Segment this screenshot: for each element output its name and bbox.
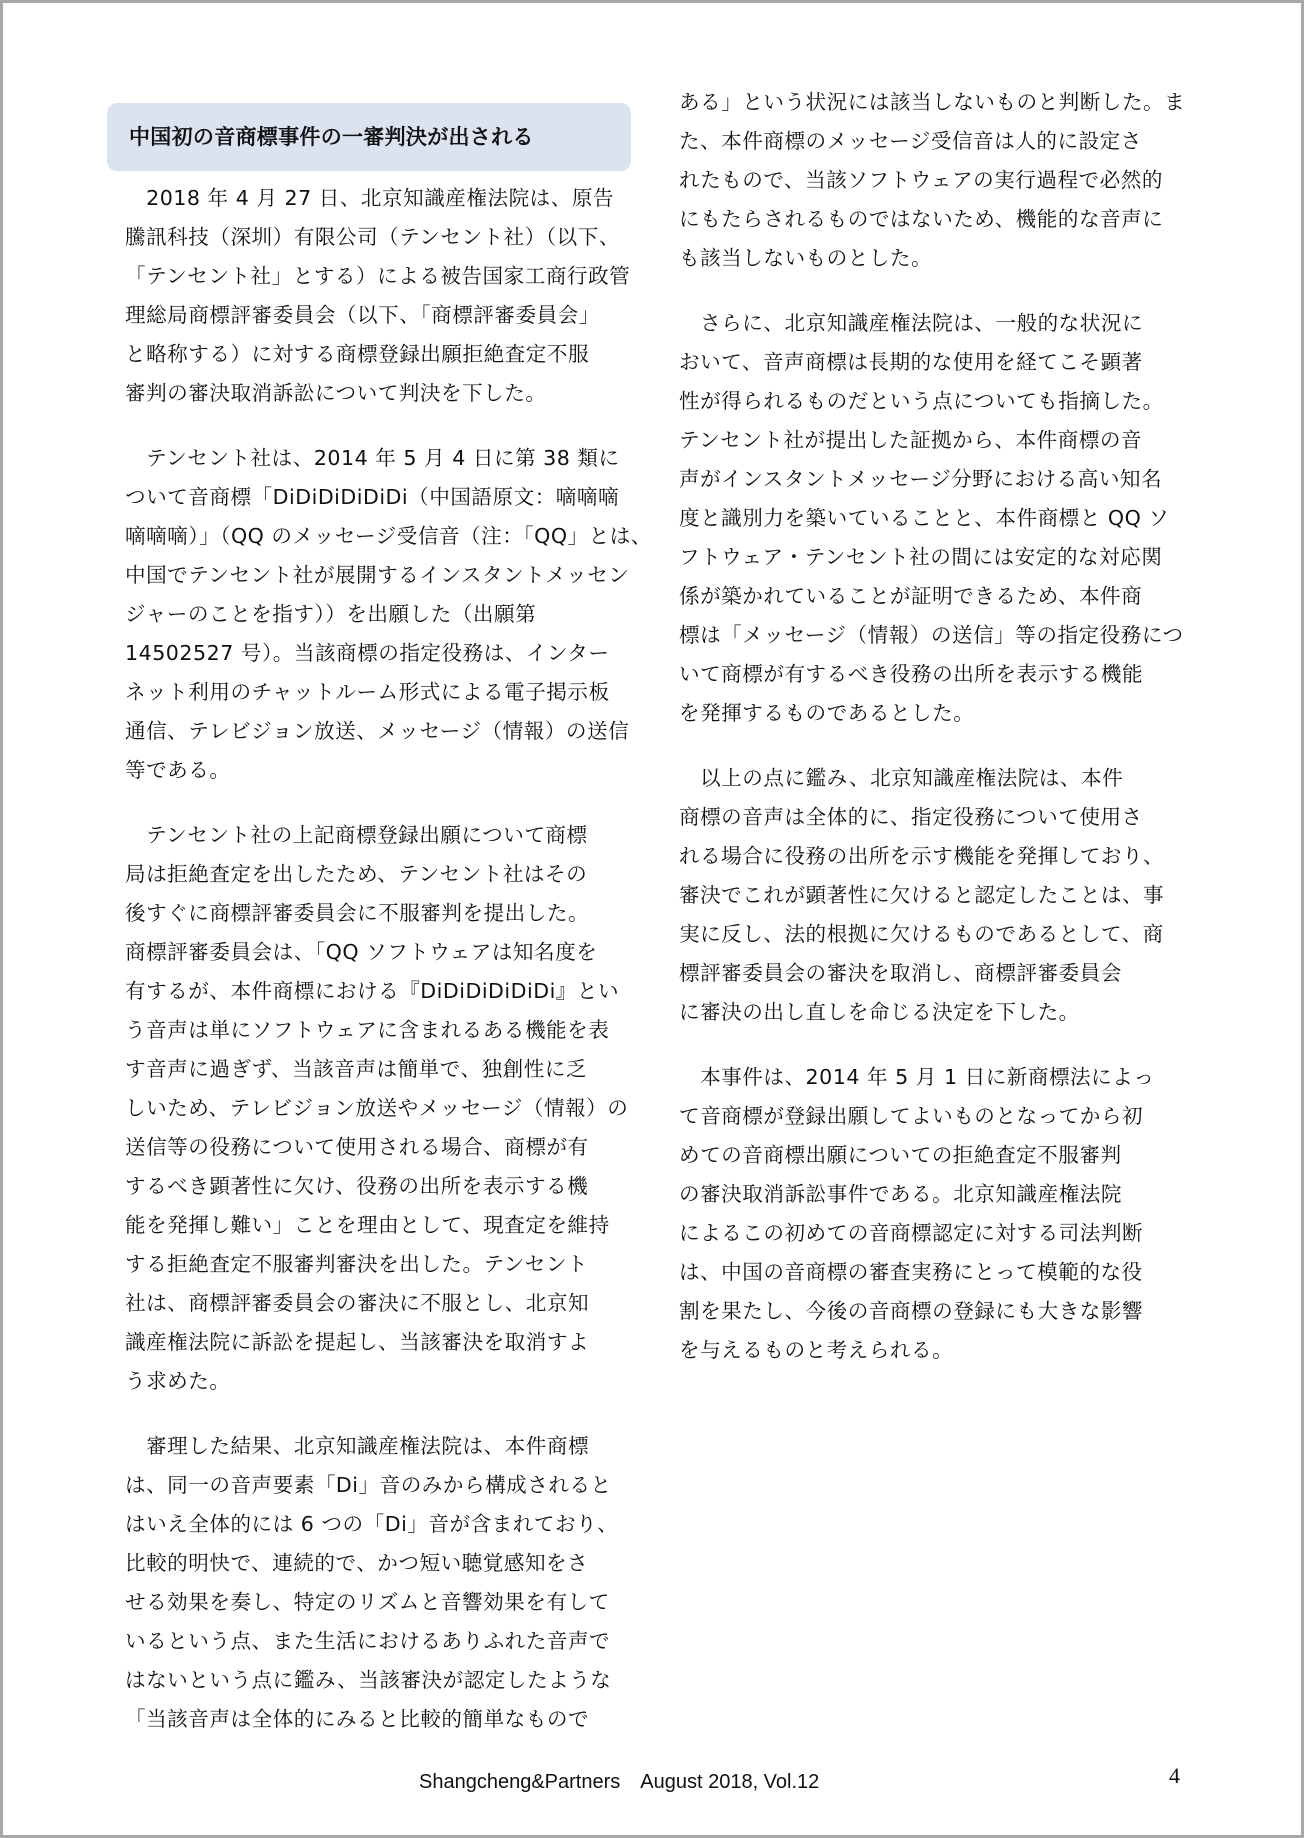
text-line: 性が得られるものだという点についても指摘した。 bbox=[679, 389, 1164, 413]
text-line: 「当該音声は全体的にみると比較的簡単なもので bbox=[125, 1707, 590, 1731]
text-line: おいて、音声商標は長期的な使用を経てこそ顕著 bbox=[679, 350, 1143, 374]
text-line: するべき顕著性に欠け、役務の出所を表示する機 bbox=[125, 1174, 589, 1198]
text-line: れたもので、当該ソフトウェアの実行過程で必然的 bbox=[679, 168, 1163, 192]
text-line: 標評審委員会の審決を取消し、商標評審委員会 bbox=[679, 961, 1122, 985]
left-column bbox=[125, 179, 652, 1765]
text-line: れる場合に役務の出所を示す機能を発揮しており、 bbox=[679, 844, 1165, 868]
text-line: 「テンセント社」とする）による被告国家工商行政管 bbox=[125, 264, 631, 288]
text-line: はないという点に鑑み、当該審決が認定したような bbox=[125, 1668, 612, 1692]
text-line: は、中国の音商標の審査実務にとって模範的な役 bbox=[679, 1260, 1143, 1284]
text-line: ジャーのことを指す））を出願した（出願第 bbox=[125, 602, 537, 626]
text-line: テンセント社は、2014 年 5 月 4 日に第 38 類に bbox=[125, 446, 620, 470]
text-line: 嘀嘀嘀）」（QQ のメッセージ受信音（注：「QQ」とは、 bbox=[125, 524, 652, 548]
text-line: 有するが、本件商標における『DiDiDiDiDiDi』とい bbox=[125, 979, 620, 1003]
text-line: ついて音商標「DiDiDiDiDiDi（中国語原文：嘀嘀嘀 bbox=[125, 485, 620, 509]
text-line: に審決の出し直しを命じる決定を下した。 bbox=[679, 1000, 1080, 1024]
text-line: 審決でこれが顕著性に欠けると認定したことは、事 bbox=[679, 883, 1165, 907]
footer-publication: Shangcheng&Partners August 2018, Vol.12 bbox=[419, 1771, 820, 1793]
text-line: 14502527 号）。当該商標の指定役務は、インター bbox=[125, 641, 610, 665]
text-line: する拒絶査定不服審判審決を出した。テンセント bbox=[125, 1252, 589, 1276]
text-line: いるという点、また生活におけるありふれた音声で bbox=[125, 1629, 611, 1653]
text-line: ネット利用のチャットルーム形式による電子掲示板 bbox=[125, 680, 610, 704]
text-line: ある」という状況には該当しないものと判断した。ま bbox=[679, 90, 1186, 114]
text-line: 中国でテンセント社が展開するインスタントメッセン bbox=[125, 563, 630, 587]
text-line: 以上の点に鑑み、北京知識産権法院は、本件 bbox=[679, 766, 1124, 790]
text-line: 通信、テレビジョン放送、メッセージ（情報）の送信 bbox=[125, 719, 630, 743]
text-line: 商標の音声は全体的に、指定役務について使用さ bbox=[679, 805, 1143, 829]
paragraph bbox=[125, 816, 645, 1401]
text-line: 社は、商標評審委員会の審決に不服とし、北京知 bbox=[125, 1291, 590, 1315]
text-line: 審理した結果、北京知識産権法院は、本件商標 bbox=[125, 1434, 590, 1458]
text-line: の審決取消訴訟事件である。北京知識産権法院 bbox=[679, 1182, 1122, 1206]
paragraph bbox=[125, 1427, 645, 1739]
paragraph bbox=[125, 439, 652, 790]
text-line: 等である。 bbox=[125, 758, 231, 782]
text-line: 送信等の役務について使用される場合、商標が有 bbox=[125, 1135, 589, 1159]
text-line: によるこの初めての音商標認定に対する司法判断 bbox=[679, 1221, 1144, 1245]
text-line: 標は「メッセージ（情報）の送信」等の指定役務につ bbox=[679, 623, 1184, 647]
text-line: 度と識別力を築いていることと、本件商標と QQ ソ bbox=[679, 506, 1170, 530]
text-line: 本事件は、2014 年 5 月 1 日に新商標法によっ bbox=[679, 1065, 1155, 1089]
paragraph bbox=[125, 179, 645, 413]
text-line: と略称する）に対する商標登録出願拒絶査定不服 bbox=[125, 342, 590, 366]
text-line: 声がインスタントメッセージ分野における高い知名 bbox=[679, 467, 1163, 491]
paragraph bbox=[679, 304, 1199, 733]
text-line: にもたらされるものではないため、機能的な音声に bbox=[679, 207, 1164, 231]
text-line: 2018 年 4 月 27 日、北京知識産権法院は、原告 bbox=[125, 186, 615, 210]
text-line: 理総局商標評審委員会（以下、「商標評審委員会」 bbox=[125, 303, 600, 327]
text-line: 識産権法院に訴訟を提起し、当該審決を取消すよ bbox=[125, 1330, 590, 1354]
text-line: 局は拒絶査定を出したため、テンセント社はその bbox=[125, 862, 588, 886]
section-heading-box bbox=[107, 103, 631, 171]
page-number: 4 bbox=[1169, 1763, 1180, 1788]
text-line: しいため、テレビジョン放送やメッセージ（情報）の bbox=[125, 1096, 629, 1120]
text-line: 能を発揮し難い」ことを理由として、現査定を維持 bbox=[125, 1213, 610, 1237]
text-line: 後すぐに商標評審委員会に不服審判を提出した。 bbox=[125, 901, 590, 925]
text-line: た、本件商標のメッセージ受信音は人的に設定さ bbox=[679, 129, 1142, 153]
right-column bbox=[679, 83, 1199, 1396]
text-line: 実に反し、法的根拠に欠けるものであるとして、商 bbox=[679, 922, 1164, 946]
text-line: う求めた。 bbox=[125, 1369, 231, 1393]
text-line: は、同一の音声要素「Di」音のみから構成されると bbox=[125, 1473, 612, 1497]
text-line: はいえ全体的には 6 つの「Di」音が含まれており、 bbox=[125, 1512, 619, 1536]
text-line: せる効果を奏し、特定のリズムと音響効果を有して bbox=[125, 1590, 610, 1614]
text-line: 比較的明快で、連続的で、かつ短い聴覚感知をさ bbox=[125, 1551, 589, 1575]
text-line: を発揮するものであるとした。 bbox=[679, 701, 975, 725]
text-line: 割を果たし、今後の音商標の登録にも大きな影響 bbox=[679, 1299, 1144, 1323]
text-line: テンセント社が提出した証拠から、本件商標の音 bbox=[679, 428, 1143, 452]
text-line: さらに、北京知識産権法院は、一般的な状況に bbox=[679, 311, 1144, 335]
text-line: う音声は単にソフトウェアに含まれるある機能を表 bbox=[125, 1018, 610, 1042]
text-line: て音商標が登録出願してよいものとなってから初 bbox=[679, 1104, 1144, 1128]
text-line: も該当しないものとした。 bbox=[679, 246, 933, 270]
text-line: 係が築かれていることが証明できるため、本件商 bbox=[679, 584, 1143, 608]
paragraph bbox=[679, 83, 1199, 278]
text-line: す音声に過ぎず、当該音声は簡単で、独創性に乏 bbox=[125, 1057, 588, 1081]
section-heading: 中国初の音商標事件の一審判決が出される bbox=[129, 125, 534, 149]
text-line: めての音商標出願についての拒絶査定不服審判 bbox=[679, 1143, 1122, 1167]
text-line: を与えるものと考えられる。 bbox=[679, 1338, 954, 1362]
text-line: 商標評審委員会は、「QQ ソフトウェアは知名度を bbox=[125, 940, 598, 964]
text-line: フトウェア・テンセント社の間には安定的な対応関 bbox=[679, 545, 1163, 569]
text-line: 騰訊科技（深圳）有限公司（テンセント社）（以下、 bbox=[125, 225, 620, 249]
paragraph bbox=[679, 1058, 1199, 1370]
text-line: 審判の審決取消訴訟について判決を下した。 bbox=[125, 381, 547, 405]
text-line: テンセント社の上記商標登録出願について商標 bbox=[125, 823, 588, 847]
paragraph bbox=[679, 759, 1199, 1032]
text-line: いて商標が有するべき役務の出所を表示する機能 bbox=[679, 662, 1144, 686]
